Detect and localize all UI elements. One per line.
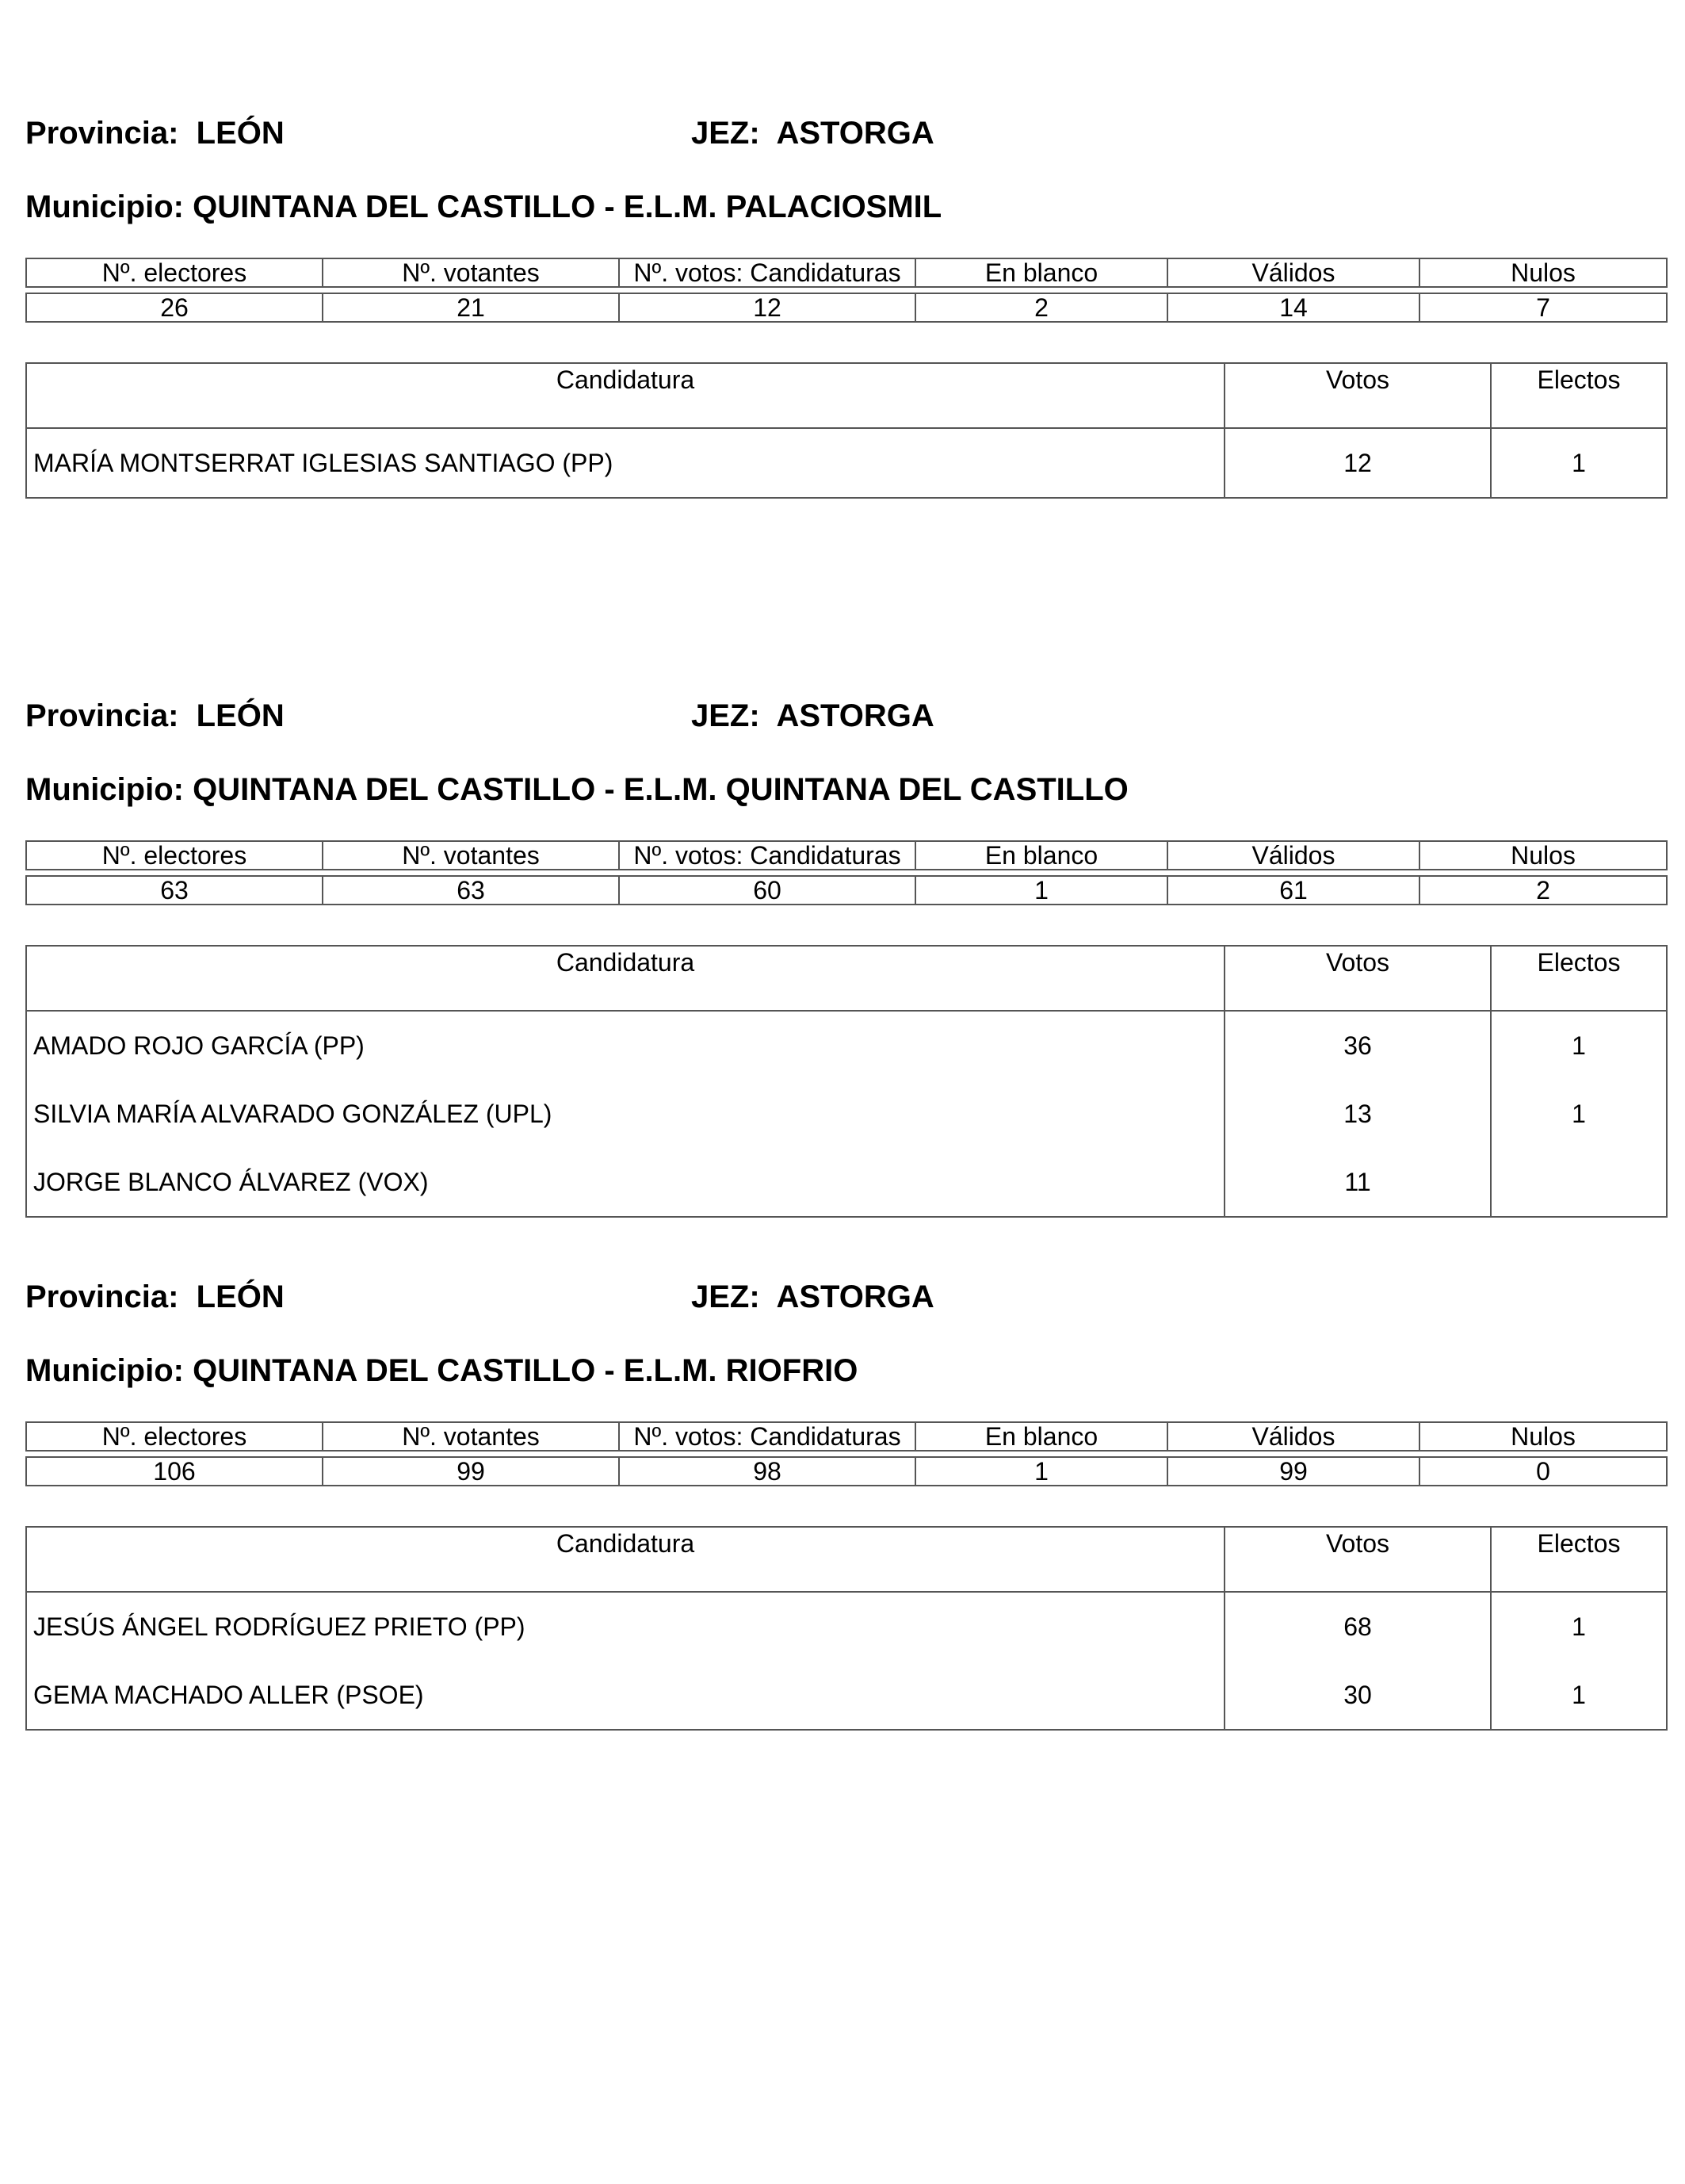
municipio-label: Municipio: (25, 1353, 184, 1388)
stats-nulos: 0 (1419, 1457, 1667, 1486)
stats-votos-candidaturas: 60 (619, 876, 915, 905)
candidates-header-row (26, 363, 1667, 428)
stats-validos: 14 (1167, 293, 1419, 322)
provincia-value: LEÓN (196, 116, 285, 151)
stats-header-row (26, 258, 1667, 287)
candidate-electos: 1 (1491, 1661, 1667, 1730)
candidate-row (26, 428, 1667, 498)
candidates-header-row (26, 946, 1667, 1011)
stats-header-electores: Nº. electores (26, 841, 323, 870)
jez-line (691, 1279, 934, 1315)
stats-votantes: 99 (323, 1457, 619, 1486)
candidate-name: MARÍA MONTSERRAT IGLESIAS SANTIAGO (PP) (26, 428, 1225, 498)
provincia-label: Provincia: (25, 1279, 179, 1314)
stats-electores: 63 (26, 876, 323, 905)
stats-votantes: 21 (323, 293, 619, 322)
header-electos: Electos (1491, 1527, 1667, 1592)
jez-line (691, 698, 934, 734)
candidate-name: AMADO ROJO GARCÍA (PP) (26, 1011, 1225, 1080)
stats-votantes: 63 (323, 876, 619, 905)
candidate-votos: 12 (1225, 428, 1491, 498)
header-votos: Votos (1225, 1527, 1491, 1592)
header-candidatura: Candidatura (26, 363, 1225, 428)
header-votos: Votos (1225, 946, 1491, 1011)
stats-header-votantes: Nº. votantes (323, 1422, 619, 1451)
candidate-row (26, 1592, 1667, 1661)
candidate-electos: 1 (1491, 428, 1667, 498)
stats-electores: 106 (26, 1457, 323, 1486)
header-candidatura: Candidatura (26, 946, 1225, 1011)
header-votos: Votos (1225, 363, 1491, 428)
provincia-value: LEÓN (196, 1279, 285, 1314)
jez-label: JEZ: (691, 1279, 760, 1314)
stats-nulos: 7 (1419, 293, 1667, 322)
stats-table (25, 1421, 1668, 1486)
municipio-value: QUINTANA DEL CASTILLO - E.L.M. QUINTANA DEL CASTILLO (193, 772, 1129, 807)
candidate-row (26, 1011, 1667, 1080)
provincia-line (25, 115, 285, 151)
municipio-label: Municipio: (25, 189, 184, 224)
candidate-electos (1491, 1148, 1667, 1217)
jez-label: JEZ: (691, 116, 760, 151)
municipio-value: QUINTANA DEL CASTILLO - E.L.M. PALACIOSMIL (193, 189, 942, 224)
candidates-table (25, 945, 1668, 1218)
header-electos: Electos (1491, 363, 1667, 428)
candidates-header-row (26, 1527, 1667, 1592)
stats-header-validos: Válidos (1167, 1422, 1419, 1451)
candidate-votos: 13 (1225, 1080, 1491, 1148)
candidates-table (25, 1526, 1668, 1731)
stats-header-row (26, 1422, 1667, 1451)
stats-en-blanco: 1 (915, 1457, 1167, 1486)
stats-votos-candidaturas: 12 (619, 293, 915, 322)
candidate-name: GEMA MACHADO ALLER (PSOE) (26, 1661, 1225, 1730)
municipio-value: QUINTANA DEL CASTILLO - E.L.M. RIOFRIO (193, 1353, 858, 1388)
stats-validos: 61 (1167, 876, 1419, 905)
jez-line (691, 115, 934, 151)
jez-value: ASTORGA (776, 698, 934, 733)
header-candidatura: Candidatura (26, 1527, 1225, 1592)
candidate-electos: 1 (1491, 1592, 1667, 1661)
stats-header-votos-candidaturas: Nº. votos: Candidaturas (619, 841, 915, 870)
candidate-name: JESÚS ÁNGEL RODRÍGUEZ PRIETO (PP) (26, 1592, 1225, 1661)
stats-header-electores: Nº. electores (26, 1422, 323, 1451)
candidate-votos: 30 (1225, 1661, 1491, 1730)
provincia-line (25, 698, 285, 734)
stats-header-electores: Nº. electores (26, 258, 323, 287)
candidate-row (26, 1148, 1667, 1217)
candidate-votos: 36 (1225, 1011, 1491, 1080)
candidate-row (26, 1080, 1667, 1148)
stats-nulos: 2 (1419, 876, 1667, 905)
candidate-votos: 11 (1225, 1148, 1491, 1217)
stats-header-votantes: Nº. votantes (323, 258, 619, 287)
stats-en-blanco: 2 (915, 293, 1167, 322)
header-electos: Electos (1491, 946, 1667, 1011)
stats-header-nulos: Nulos (1419, 258, 1667, 287)
stats-header-nulos: Nulos (1419, 841, 1667, 870)
stats-votos-candidaturas: 98 (619, 1457, 915, 1486)
stats-header-votos-candidaturas: Nº. votos: Candidaturas (619, 1422, 915, 1451)
stats-header-en-blanco: En blanco (915, 841, 1167, 870)
jez-value: ASTORGA (776, 1279, 934, 1314)
stats-header-nulos: Nulos (1419, 1422, 1667, 1451)
stats-header-votos-candidaturas: Nº. votos: Candidaturas (619, 258, 915, 287)
candidate-votos: 68 (1225, 1592, 1491, 1661)
stats-value-row (26, 876, 1667, 905)
jez-value: ASTORGA (776, 116, 934, 151)
candidate-name: JORGE BLANCO ÁLVAREZ (VOX) (26, 1148, 1225, 1217)
stats-header-en-blanco: En blanco (915, 1422, 1167, 1451)
stats-header-en-blanco: En blanco (915, 258, 1167, 287)
candidates-table (25, 362, 1668, 499)
stats-table (25, 840, 1668, 905)
stats-value-row (26, 293, 1667, 322)
provincia-label: Provincia: (25, 698, 179, 733)
stats-validos: 99 (1167, 1457, 1419, 1486)
stats-value-row (26, 1457, 1667, 1486)
candidate-electos: 1 (1491, 1011, 1667, 1080)
stats-en-blanco: 1 (915, 876, 1167, 905)
candidate-electos: 1 (1491, 1080, 1667, 1148)
stats-table (25, 258, 1668, 323)
jez-label: JEZ: (691, 698, 760, 733)
provincia-value: LEÓN (196, 698, 285, 733)
candidate-name: SILVIA MARÍA ALVARADO GONZÁLEZ (UPL) (26, 1080, 1225, 1148)
stats-electores: 26 (26, 293, 323, 322)
stats-header-votantes: Nº. votantes (323, 841, 619, 870)
candidate-row (26, 1661, 1667, 1730)
municipio-line (25, 189, 942, 225)
provincia-label: Provincia: (25, 116, 179, 151)
municipio-line (25, 771, 1129, 808)
stats-header-validos: Válidos (1167, 258, 1419, 287)
stats-header-validos: Válidos (1167, 841, 1419, 870)
municipio-label: Municipio: (25, 772, 184, 807)
provincia-line (25, 1279, 285, 1315)
municipio-line (25, 1352, 858, 1389)
stats-header-row (26, 841, 1667, 870)
